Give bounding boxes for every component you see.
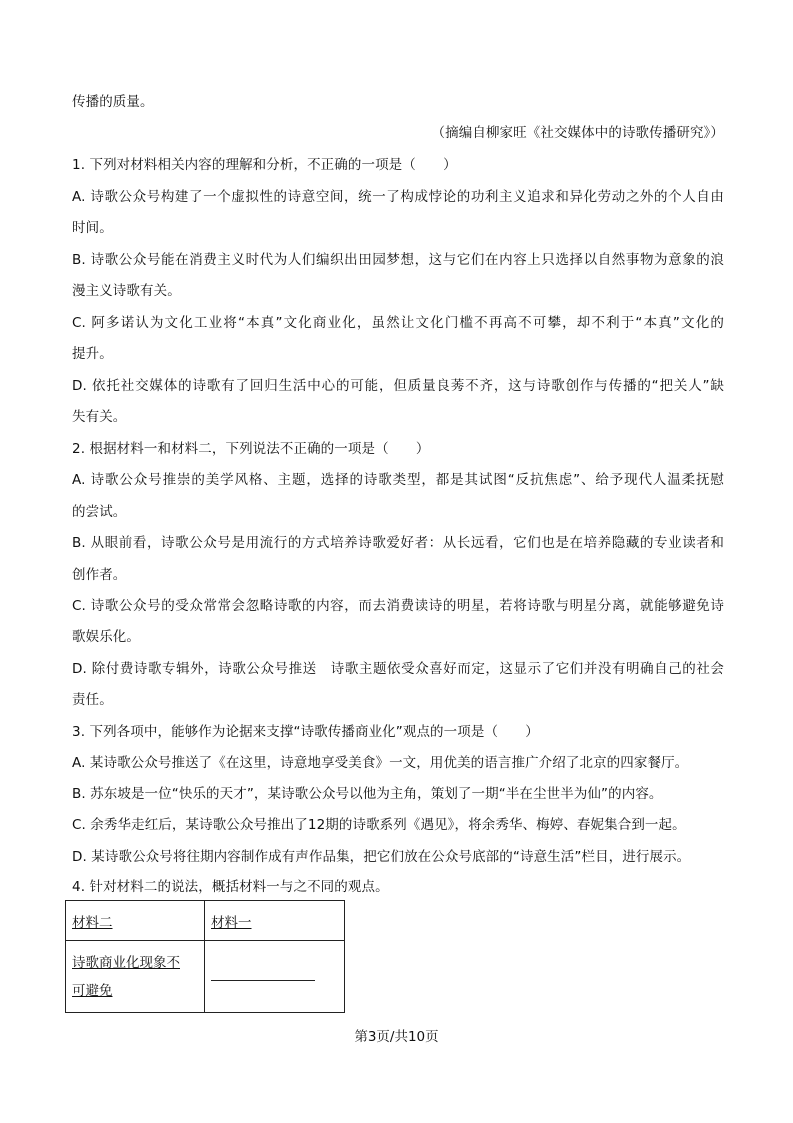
option-3d: D. 某诗歌公众号将往期内容制作成有声作品集，把它们放在公众号底部的“诗意生活”栏目，进行展示。 [72, 849, 691, 865]
option-3a: A. 某诗歌公众号推送了《在这里，诗意地享受美食》一文，用优美的语言推广介绍了北京的四家餐厅。 [72, 755, 689, 771]
source-citation: （摘编自柳家旺《社交媒体中的诗歌传播研究》） [431, 125, 724, 141]
page-footer: 第3页/共10页 [354, 1029, 439, 1045]
option-2c: C. 诗歌公众号的受众常常会忽略诗歌的内容，而去消费读诗的明星，若将诗歌与明星分离，就能够避免诗 [72, 598, 724, 614]
answer-table [65, 900, 345, 1013]
option-3b: B. 苏东坡是一位“快乐的天才”，某诗歌公众号以他为主角，策划了一期“半在尘世半为仙”的内容。 [72, 786, 663, 802]
question-4: 4. 针对材料二的说法，概括材料一与之不同的观点。 [72, 879, 389, 895]
option-1c: C. 阿多诺认为文化工业将“本真”文化商业化，虽然让文化门槛不再高不可攀，却不利于“本真”文化的 [72, 315, 724, 331]
question-1: 1. 下列对材料相关内容的理解和分析，不正确的一项是（ ） [72, 157, 457, 173]
text-line: 传播的质量。 [72, 94, 154, 110]
text-line: 提升。 [72, 346, 113, 362]
table-header-right: 材料一 [205, 901, 345, 941]
text-line: 失有关。 [72, 409, 127, 425]
text-line: 的尝试。 [72, 504, 127, 520]
question-3: 3. 下列各项中，能够作为论据来支撑“诗歌传播商业化”观点的一项是（ ） [72, 724, 539, 740]
option-2b: B. 从眼前看，诗歌公众号是用流行的方式培养诗歌爱好者：从长远看，它们也是在培养隐藏的专业读者和 [72, 535, 724, 551]
text-line: 创作者。 [72, 567, 127, 583]
option-1d: D. 依托社交媒体的诗歌有了回归生活中心的可能，但质量良莠不齐，这与诗歌创作与传播的“把关人”缺 [72, 378, 724, 394]
option-2a: A. 诗歌公众号推崇的美学风格、主题，选择的诗歌类型，都是其试图“反抗焦虑”、给予现代人温柔抚慰 [72, 472, 724, 488]
text-line: 责任。 [72, 692, 113, 708]
table-header-left: 材料二 [66, 901, 205, 941]
table-cell-right-blank[interactable] [205, 941, 345, 1013]
option-2d: D. 除付费诗歌专辑外，诗歌公众号推送 诗歌主题依受众喜好而定，这显示了它们并没有明确自己的社会 [72, 661, 724, 677]
text-line: 时间。 [72, 220, 113, 236]
text-line: 歌娱乐化。 [72, 629, 140, 645]
option-1a: A. 诗歌公众号构建了一个虚拟性的诗意空间，统一了构成悖论的功利主义追求和异化劳动之外的个人自由 [72, 189, 724, 205]
question-2: 2. 根据材料一和材料二，下列说法不正确的一项是（ ） [72, 441, 430, 457]
option-1b: B. 诗歌公众号能在消费主义时代为人们编织出田园梦想，这与它们在内容上只选择以自然事物为意象的浪 [72, 252, 724, 268]
option-3c: C. 余秀华走红后，某诗歌公众号推出了12期的诗歌系列《遇见》，将余秀华、梅婷、春妮集合到一起。 [72, 817, 686, 833]
text-line: 漫主义诗歌有关。 [72, 283, 181, 299]
table-cell-left: 诗歌商业化现象不 可避免 [66, 941, 205, 1013]
answer-blank[interactable] [211, 979, 315, 981]
